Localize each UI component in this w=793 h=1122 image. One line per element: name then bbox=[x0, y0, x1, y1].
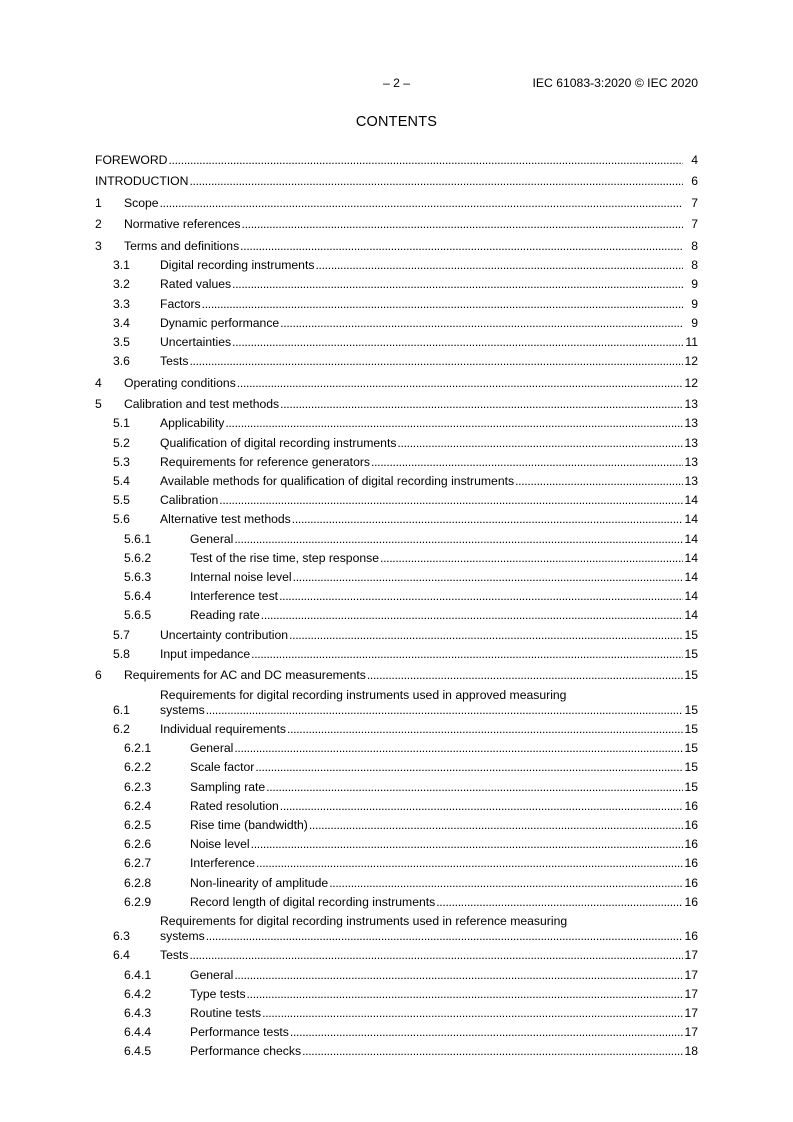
toc-entry-label: Interference test bbox=[190, 589, 279, 604]
toc-entry-number: 5.5 bbox=[113, 493, 130, 508]
toc-entry-page: 16 bbox=[684, 856, 698, 871]
toc-entry-label: INTRODUCTION bbox=[95, 174, 189, 189]
dot-leader bbox=[206, 929, 683, 944]
dot-leader bbox=[380, 551, 683, 566]
dot-leader bbox=[329, 876, 683, 891]
toc-entry-page: 13 bbox=[684, 474, 698, 489]
toc-entry[interactable] bbox=[95, 814, 698, 833]
dot-leader bbox=[367, 668, 683, 683]
dot-leader bbox=[251, 647, 683, 662]
toc-entry-label: Applicability bbox=[160, 416, 225, 431]
toc-entry[interactable] bbox=[95, 718, 698, 737]
toc-entry[interactable] bbox=[95, 1002, 698, 1021]
toc-entry-page: 11 bbox=[685, 334, 698, 349]
toc-entry-number: 5.6.3 bbox=[124, 569, 152, 584]
toc-entry[interactable] bbox=[95, 412, 698, 431]
toc-entry-page: 17 bbox=[684, 948, 698, 963]
toc-entry-page: 16 bbox=[684, 837, 698, 852]
toc-entry-page: 16 bbox=[684, 929, 698, 944]
toc-entry-page: 8 bbox=[691, 238, 698, 253]
toc-entry-number: 3.2 bbox=[113, 277, 130, 292]
toc-entry-number: 5.6 bbox=[113, 512, 130, 527]
dot-leader bbox=[261, 608, 683, 623]
dot-leader bbox=[315, 258, 683, 273]
toc-entry-number: 6.3 bbox=[113, 929, 130, 944]
toc-entry[interactable] bbox=[95, 211, 698, 233]
dot-leader bbox=[168, 153, 683, 168]
toc-entry-number: 6.4.3 bbox=[124, 1005, 152, 1020]
toc-entry-label: Non-linearity of amplitude bbox=[190, 875, 329, 890]
toc-entry[interactable] bbox=[95, 1040, 698, 1059]
toc-entry-page: 16 bbox=[684, 875, 698, 890]
toc-entry-page: 14 bbox=[684, 569, 698, 584]
toc-entry-page: 9 bbox=[691, 315, 698, 330]
toc-entry[interactable] bbox=[95, 944, 698, 963]
toc-entry-number: 3 bbox=[95, 238, 102, 253]
dot-leader bbox=[287, 722, 683, 737]
toc-entry[interactable] bbox=[95, 871, 698, 890]
toc-entry-number: 6.4.2 bbox=[124, 986, 152, 1001]
toc-entry[interactable] bbox=[95, 470, 698, 489]
toc-entry-label: Requirements for reference generators bbox=[160, 454, 371, 469]
toc-entry[interactable] bbox=[95, 489, 698, 508]
toc-entry[interactable] bbox=[95, 451, 698, 470]
toc-entry-label: General bbox=[190, 741, 234, 756]
toc-entry-label: Routine tests bbox=[190, 1005, 262, 1020]
toc-entry[interactable] bbox=[95, 983, 698, 1002]
toc-entry-label: General bbox=[190, 531, 234, 546]
toc-entry[interactable] bbox=[95, 643, 698, 662]
dot-leader bbox=[189, 174, 683, 189]
toc-entry-page: 7 bbox=[691, 217, 698, 232]
toc-entry[interactable] bbox=[95, 547, 698, 566]
toc-entry-page: 6 bbox=[691, 174, 698, 189]
toc-entry-page: 16 bbox=[684, 817, 698, 832]
dot-leader bbox=[247, 987, 683, 1002]
toc-entry-label: Alternative test methods bbox=[160, 512, 291, 527]
toc-entry-label: Scope bbox=[124, 195, 159, 210]
toc-entry-number: 6.2.5 bbox=[124, 817, 152, 832]
toc-entry-number: 6.2.4 bbox=[124, 798, 152, 813]
toc-entry-label: Calibration bbox=[160, 493, 219, 508]
dot-leader bbox=[302, 1044, 683, 1059]
toc-entry-number: 1 bbox=[95, 195, 102, 210]
dot-leader bbox=[242, 217, 683, 232]
toc-entry-page: 14 bbox=[684, 531, 698, 546]
dot-leader bbox=[266, 780, 683, 795]
toc-entry-label: Test of the rise time, step response bbox=[190, 550, 379, 565]
toc-entry[interactable] bbox=[95, 775, 698, 794]
dot-leader bbox=[240, 239, 683, 254]
toc-entry-number: 6.2.2 bbox=[124, 760, 152, 775]
toc-entry-number: 6.4.5 bbox=[124, 1044, 152, 1059]
dot-leader bbox=[280, 397, 683, 412]
dot-leader bbox=[234, 741, 683, 756]
toc-entry-page: 17 bbox=[684, 967, 698, 982]
toc-entry-page: 9 bbox=[691, 296, 698, 311]
toc-entry-number: 5.4 bbox=[113, 474, 130, 489]
dot-leader bbox=[206, 703, 683, 718]
toc-entry-number: 6.2.8 bbox=[124, 875, 152, 890]
toc-entry-page: 15 bbox=[684, 668, 698, 683]
toc-entry-number: 5.6.1 bbox=[124, 531, 152, 546]
toc-entry-page: 17 bbox=[684, 1025, 698, 1040]
document-reference: IEC 61083-3:2020 © IEC 2020 bbox=[532, 76, 698, 90]
toc-entry-label-continued: systems bbox=[160, 929, 205, 944]
toc-entry-page: 9 bbox=[691, 277, 698, 292]
toc-entry[interactable] bbox=[95, 431, 698, 450]
toc-entry[interactable] bbox=[95, 168, 698, 190]
toc-entry-label: Scale factor bbox=[190, 760, 255, 775]
toc-entry[interactable] bbox=[95, 312, 698, 331]
toc-entry[interactable] bbox=[95, 566, 698, 585]
toc-entry[interactable] bbox=[95, 963, 698, 982]
toc-entry-number: 3.3 bbox=[113, 296, 130, 311]
toc-entry-label: Terms and definitions bbox=[124, 238, 240, 253]
toc-entry-label: Uncertainties bbox=[160, 334, 232, 349]
toc-entry[interactable] bbox=[95, 273, 698, 292]
toc-entry-label: Tests bbox=[160, 948, 189, 963]
toc-entry-label: Rise time (bandwidth) bbox=[190, 817, 308, 832]
toc-entry-page: 14 bbox=[684, 589, 698, 604]
toc-entry-page: 14 bbox=[684, 512, 698, 527]
dot-leader bbox=[290, 1025, 683, 1040]
dot-leader bbox=[397, 436, 683, 451]
toc-entry[interactable] bbox=[95, 391, 698, 413]
toc-entry-label-continued: systems bbox=[160, 702, 205, 717]
dot-leader bbox=[436, 895, 683, 910]
toc-entry[interactable] bbox=[95, 662, 698, 684]
toc-entry[interactable] bbox=[95, 585, 698, 604]
toc-entry-number: 6.2.9 bbox=[124, 894, 152, 909]
toc-entry-number: 6.4 bbox=[113, 948, 130, 963]
toc-entry[interactable] bbox=[95, 189, 698, 211]
toc-entry-number: 5.6.4 bbox=[124, 589, 152, 604]
toc-entry-number: 5.8 bbox=[113, 646, 130, 661]
toc-entry-page: 15 bbox=[684, 722, 698, 736]
toc-entry-label: Normative references bbox=[124, 217, 241, 232]
toc-entry-label: Qualification of digital recording instruments bbox=[160, 435, 397, 450]
dot-leader bbox=[219, 493, 683, 508]
toc-entry[interactable] bbox=[95, 527, 698, 546]
toc-entry-number: 5.7 bbox=[113, 627, 130, 642]
dot-leader bbox=[234, 968, 683, 983]
toc-entry[interactable] bbox=[95, 331, 698, 350]
toc-entry-page: 17 bbox=[684, 986, 698, 1001]
toc-entry-number: 3.1 bbox=[113, 258, 130, 273]
toc-entry[interactable] bbox=[95, 292, 698, 311]
toc-entry[interactable] bbox=[95, 1021, 698, 1040]
toc-entry-label: Operating conditions bbox=[124, 375, 236, 390]
toc-entry-label: Sampling rate bbox=[190, 779, 266, 794]
toc-entry[interactable] bbox=[95, 795, 698, 814]
dot-leader bbox=[309, 818, 683, 833]
toc-entry-number: 6.4.4 bbox=[124, 1025, 152, 1040]
toc-entry-number: 6.2.3 bbox=[124, 779, 152, 794]
dot-leader bbox=[234, 532, 683, 547]
toc-entry-page: 15 bbox=[684, 741, 698, 756]
toc-entry-page: 7 bbox=[691, 195, 698, 210]
toc-entry-label: Performance tests bbox=[190, 1025, 289, 1040]
toc-entry-label: Input impedance bbox=[160, 646, 251, 661]
toc-entry-page: 14 bbox=[684, 550, 698, 565]
dot-leader bbox=[292, 512, 683, 527]
toc-entry-number: 5.6.2 bbox=[124, 550, 152, 565]
dot-leader bbox=[280, 316, 683, 331]
toc-entry-page: 16 bbox=[684, 798, 698, 813]
toc-entry-number: 5.1 bbox=[113, 416, 130, 431]
table-of-contents bbox=[95, 146, 698, 1059]
toc-entry-label: Requirements for digital recording instruments used in approved measuring bbox=[160, 687, 567, 702]
toc-entry-label: Tests bbox=[160, 354, 189, 369]
toc-entry-label: Requirements for AC and DC measurements bbox=[124, 668, 366, 683]
toc-entry-page: 12 bbox=[684, 375, 698, 390]
toc-entry[interactable] bbox=[95, 852, 698, 871]
dot-leader bbox=[279, 589, 683, 604]
page-header bbox=[95, 76, 698, 92]
dot-leader bbox=[202, 297, 683, 312]
toc-entry-page: 15 bbox=[684, 627, 698, 642]
dot-leader bbox=[293, 570, 683, 585]
toc-entry-label: Internal noise level bbox=[190, 569, 292, 584]
toc-entry[interactable] bbox=[95, 910, 698, 945]
toc-entry-page: 13 bbox=[684, 416, 698, 431]
page-number: – 2 – bbox=[382, 76, 411, 90]
toc-entry-label: Noise level bbox=[190, 837, 250, 852]
toc-entry[interactable] bbox=[95, 350, 698, 369]
toc-entry-label: General bbox=[190, 967, 234, 982]
toc-entry-number: 4 bbox=[95, 375, 102, 390]
toc-entry-label: Individual requirements bbox=[160, 722, 287, 736]
toc-entry-number: 6.2.1 bbox=[124, 741, 152, 756]
toc-entry-number: 6.4.1 bbox=[124, 967, 152, 982]
toc-entry-page: 15 bbox=[684, 760, 698, 775]
toc-entry-number: 3.4 bbox=[113, 315, 130, 330]
dot-leader bbox=[232, 277, 683, 292]
toc-entry-number: 2 bbox=[95, 217, 102, 232]
toc-entry-page: 8 bbox=[691, 258, 698, 273]
toc-entry-number: 3.6 bbox=[113, 354, 130, 369]
toc-entry-label: Available methods for qualification of digital recording instruments bbox=[160, 474, 515, 489]
toc-entry-number: 6.2.6 bbox=[124, 837, 152, 852]
toc-entry[interactable] bbox=[95, 623, 698, 642]
toc-entry-page: 15 bbox=[684, 779, 698, 794]
toc-entry[interactable] bbox=[95, 232, 698, 254]
dot-leader bbox=[255, 760, 683, 775]
toc-entry-page: 16 bbox=[684, 894, 698, 909]
contents-title: CONTENTS bbox=[355, 114, 438, 130]
toc-entry-label: Uncertainty contribution bbox=[160, 627, 289, 642]
toc-entry-number: 6.2 bbox=[113, 722, 130, 736]
toc-entry-page: 15 bbox=[684, 702, 698, 717]
toc-entry-label: Rated values bbox=[160, 277, 232, 292]
toc-entry-label: Performance checks bbox=[190, 1044, 302, 1059]
toc-entry-page: 13 bbox=[684, 454, 698, 469]
dot-leader bbox=[237, 376, 683, 391]
toc-entry-label: Requirements for digital recording instruments used in reference measuring bbox=[160, 914, 568, 929]
dot-leader bbox=[280, 799, 683, 814]
toc-entry-number: 5.2 bbox=[113, 435, 130, 450]
toc-entry-label: FOREWORD bbox=[95, 152, 168, 167]
dot-leader bbox=[289, 628, 683, 643]
toc-entry[interactable] bbox=[95, 254, 698, 273]
dot-leader bbox=[262, 1006, 683, 1021]
toc-entry[interactable] bbox=[95, 146, 698, 168]
toc-entry-label: Type tests bbox=[190, 986, 246, 1001]
toc-entry-number: 3.5 bbox=[113, 334, 130, 349]
toc-entry-number: 6 bbox=[95, 668, 102, 683]
dot-leader bbox=[189, 354, 683, 369]
toc-entry[interactable] bbox=[95, 683, 698, 718]
toc-entry[interactable] bbox=[95, 737, 698, 756]
dot-leader bbox=[225, 416, 683, 431]
toc-entry-number: 5.3 bbox=[113, 454, 130, 469]
toc-entry-label: Record length of digital recording instruments bbox=[190, 894, 436, 909]
toc-entry-page: 18 bbox=[684, 1044, 698, 1059]
toc-entry-page: 13 bbox=[684, 435, 698, 450]
toc-entry-page: 13 bbox=[684, 397, 698, 412]
toc-entry[interactable] bbox=[95, 604, 698, 623]
toc-entry-label: Rated resolution bbox=[190, 798, 279, 813]
toc-entry-page: 14 bbox=[684, 608, 698, 623]
toc-entry-page: 15 bbox=[684, 646, 698, 661]
toc-entry-number: 5.6.5 bbox=[124, 608, 152, 623]
dot-leader bbox=[251, 837, 683, 852]
toc-entry-label: Calibration and test methods bbox=[124, 397, 280, 412]
dot-leader bbox=[232, 335, 683, 350]
toc-entry-page: 4 bbox=[691, 152, 698, 167]
toc-entry[interactable] bbox=[95, 833, 698, 852]
toc-entry-page: 14 bbox=[684, 493, 698, 508]
dot-leader bbox=[371, 455, 683, 470]
toc-entry[interactable] bbox=[95, 756, 698, 775]
toc-entry-label: Factors bbox=[160, 296, 201, 311]
toc-entry-number: 6.2.7 bbox=[124, 856, 152, 871]
toc-entry[interactable] bbox=[95, 891, 698, 910]
toc-entry-label: Digital recording instruments bbox=[160, 258, 315, 273]
toc-entry-label: Dynamic performance bbox=[160, 315, 280, 330]
dot-leader bbox=[160, 196, 683, 211]
toc-entry-label: Reading rate bbox=[190, 608, 260, 623]
dot-leader bbox=[256, 856, 683, 871]
toc-entry[interactable] bbox=[95, 369, 698, 391]
toc-entry-number: 5 bbox=[95, 397, 102, 412]
toc-entry-number: 6.1 bbox=[113, 702, 130, 717]
dot-leader bbox=[515, 474, 683, 489]
toc-entry-page: 17 bbox=[684, 1005, 698, 1020]
toc-entry-label: Interference bbox=[190, 856, 256, 871]
dot-leader bbox=[189, 948, 683, 963]
toc-entry-page: 12 bbox=[684, 354, 698, 369]
toc-entry[interactable] bbox=[95, 508, 698, 527]
